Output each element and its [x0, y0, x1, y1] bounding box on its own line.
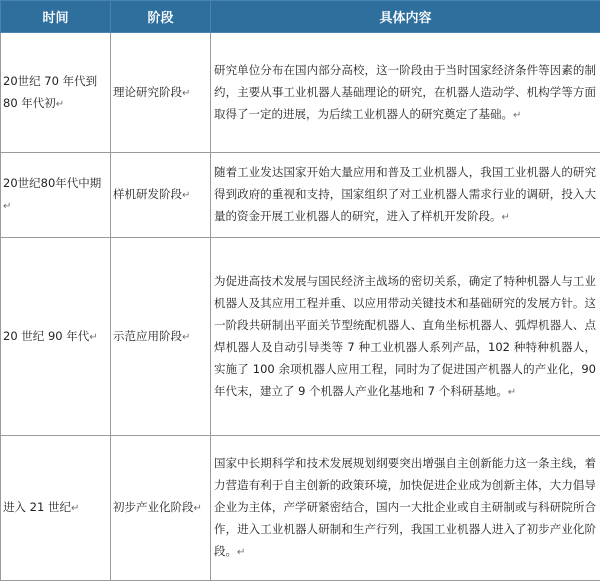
time-text: 20世纪80年代中期 [3, 176, 101, 190]
time-cell [1, 436, 111, 581]
paragraph-mark: ↵ [182, 88, 190, 99]
table-row [1, 33, 600, 153]
paragraph-mark: ↵ [182, 190, 190, 201]
paragraph-mark: ↵ [508, 387, 516, 398]
stage-text: 初步产业化阶段 [113, 500, 194, 514]
stage-cell [111, 33, 211, 153]
stage-text: 理论研究阶段 [113, 85, 182, 99]
stage-cell [111, 153, 211, 238]
time-cell [1, 33, 111, 153]
paragraph-mark: ↵ [89, 332, 97, 343]
detail-text: 随着工业发达国家开始大量应用和普及工业机器人，我国工业机器人的研究得到政府的重视和支持，国家组织了对工业机器人需求行业的调研，投入大量的资金开展工业机器人的研究，进入了样机开发阶段。 [214, 165, 596, 223]
table-row [1, 153, 600, 238]
header-detail: 具体内容 [211, 1, 600, 33]
table-row [1, 436, 600, 581]
paragraph-mark: ↵ [513, 110, 521, 121]
header-stage: 阶段 [111, 1, 211, 33]
detail-text: 为促进高技术发展与国民经济主战场的密切关系，确定了特种机器人与工业机器人及其应用工程并重、以应用带动关键技术和基础研究的发展方针。这一阶段共研制出平面关节型统配机器人、直角坐标机器人、弧焊机器人、点焊机器人及自动引导类等 7 种工业机器人系列产品，102 种特种机器人，实施了 100 余项机器人应用工程，同时为了促进国产机器人的产业化，90 年代末，建立了 9 个机器人产业化基地和 7 个科研基地。 [214, 274, 596, 398]
paragraph-mark: ↵ [194, 503, 202, 514]
detail-text: 研究单位分布在国内部分高校，这一阶段由于当时国家经济条件等因素的制约，主要从事工业机器人基础理论的研究，在机器人造动学、机构学等方面取得了一定的进展，为后续工业机器人的研究奠定了基础。 [214, 63, 596, 121]
stage-text: 样机研发阶段 [113, 187, 182, 201]
paragraph-mark: ↵ [182, 332, 190, 343]
time-text: 进入 21 世纪 [3, 500, 71, 514]
time-cell [1, 153, 111, 238]
paragraph-mark: ↵ [71, 503, 79, 514]
detail-cell [211, 153, 600, 238]
time-cell [1, 238, 111, 436]
header-time: 时间 [1, 1, 111, 33]
paragraph-mark: ↵ [3, 201, 11, 212]
paragraph-mark: ↵ [237, 547, 245, 558]
stage-cell [111, 436, 211, 581]
detail-cell [211, 33, 600, 153]
detail-cell [211, 436, 600, 581]
stage-cell [111, 238, 211, 436]
stage-text: 示范应用阶段 [113, 329, 182, 343]
time-text: 20 世纪 90 年代 [3, 329, 89, 343]
detail-text: 国家中长期科学和技术发展规划纲要突出增强自主创新能力这一条主线，着力营造有利于自主创新的政策环境，加快促进企业成为创新主体，大力倡导企业为主体，产学研紧密结合，国内一大批企业或自主研制或与科研院所合作，进入工业机器人研制和生产行列，我国工业机器人进入了初步产业化阶段。 [214, 456, 596, 558]
paragraph-mark: ↵ [502, 212, 510, 223]
table-row [1, 238, 600, 436]
table-header-row [1, 1, 600, 33]
time-text: 20世纪 70 年代到 80 年代初 [3, 74, 97, 110]
detail-cell [211, 238, 600, 436]
paragraph-mark: ↵ [56, 99, 64, 110]
